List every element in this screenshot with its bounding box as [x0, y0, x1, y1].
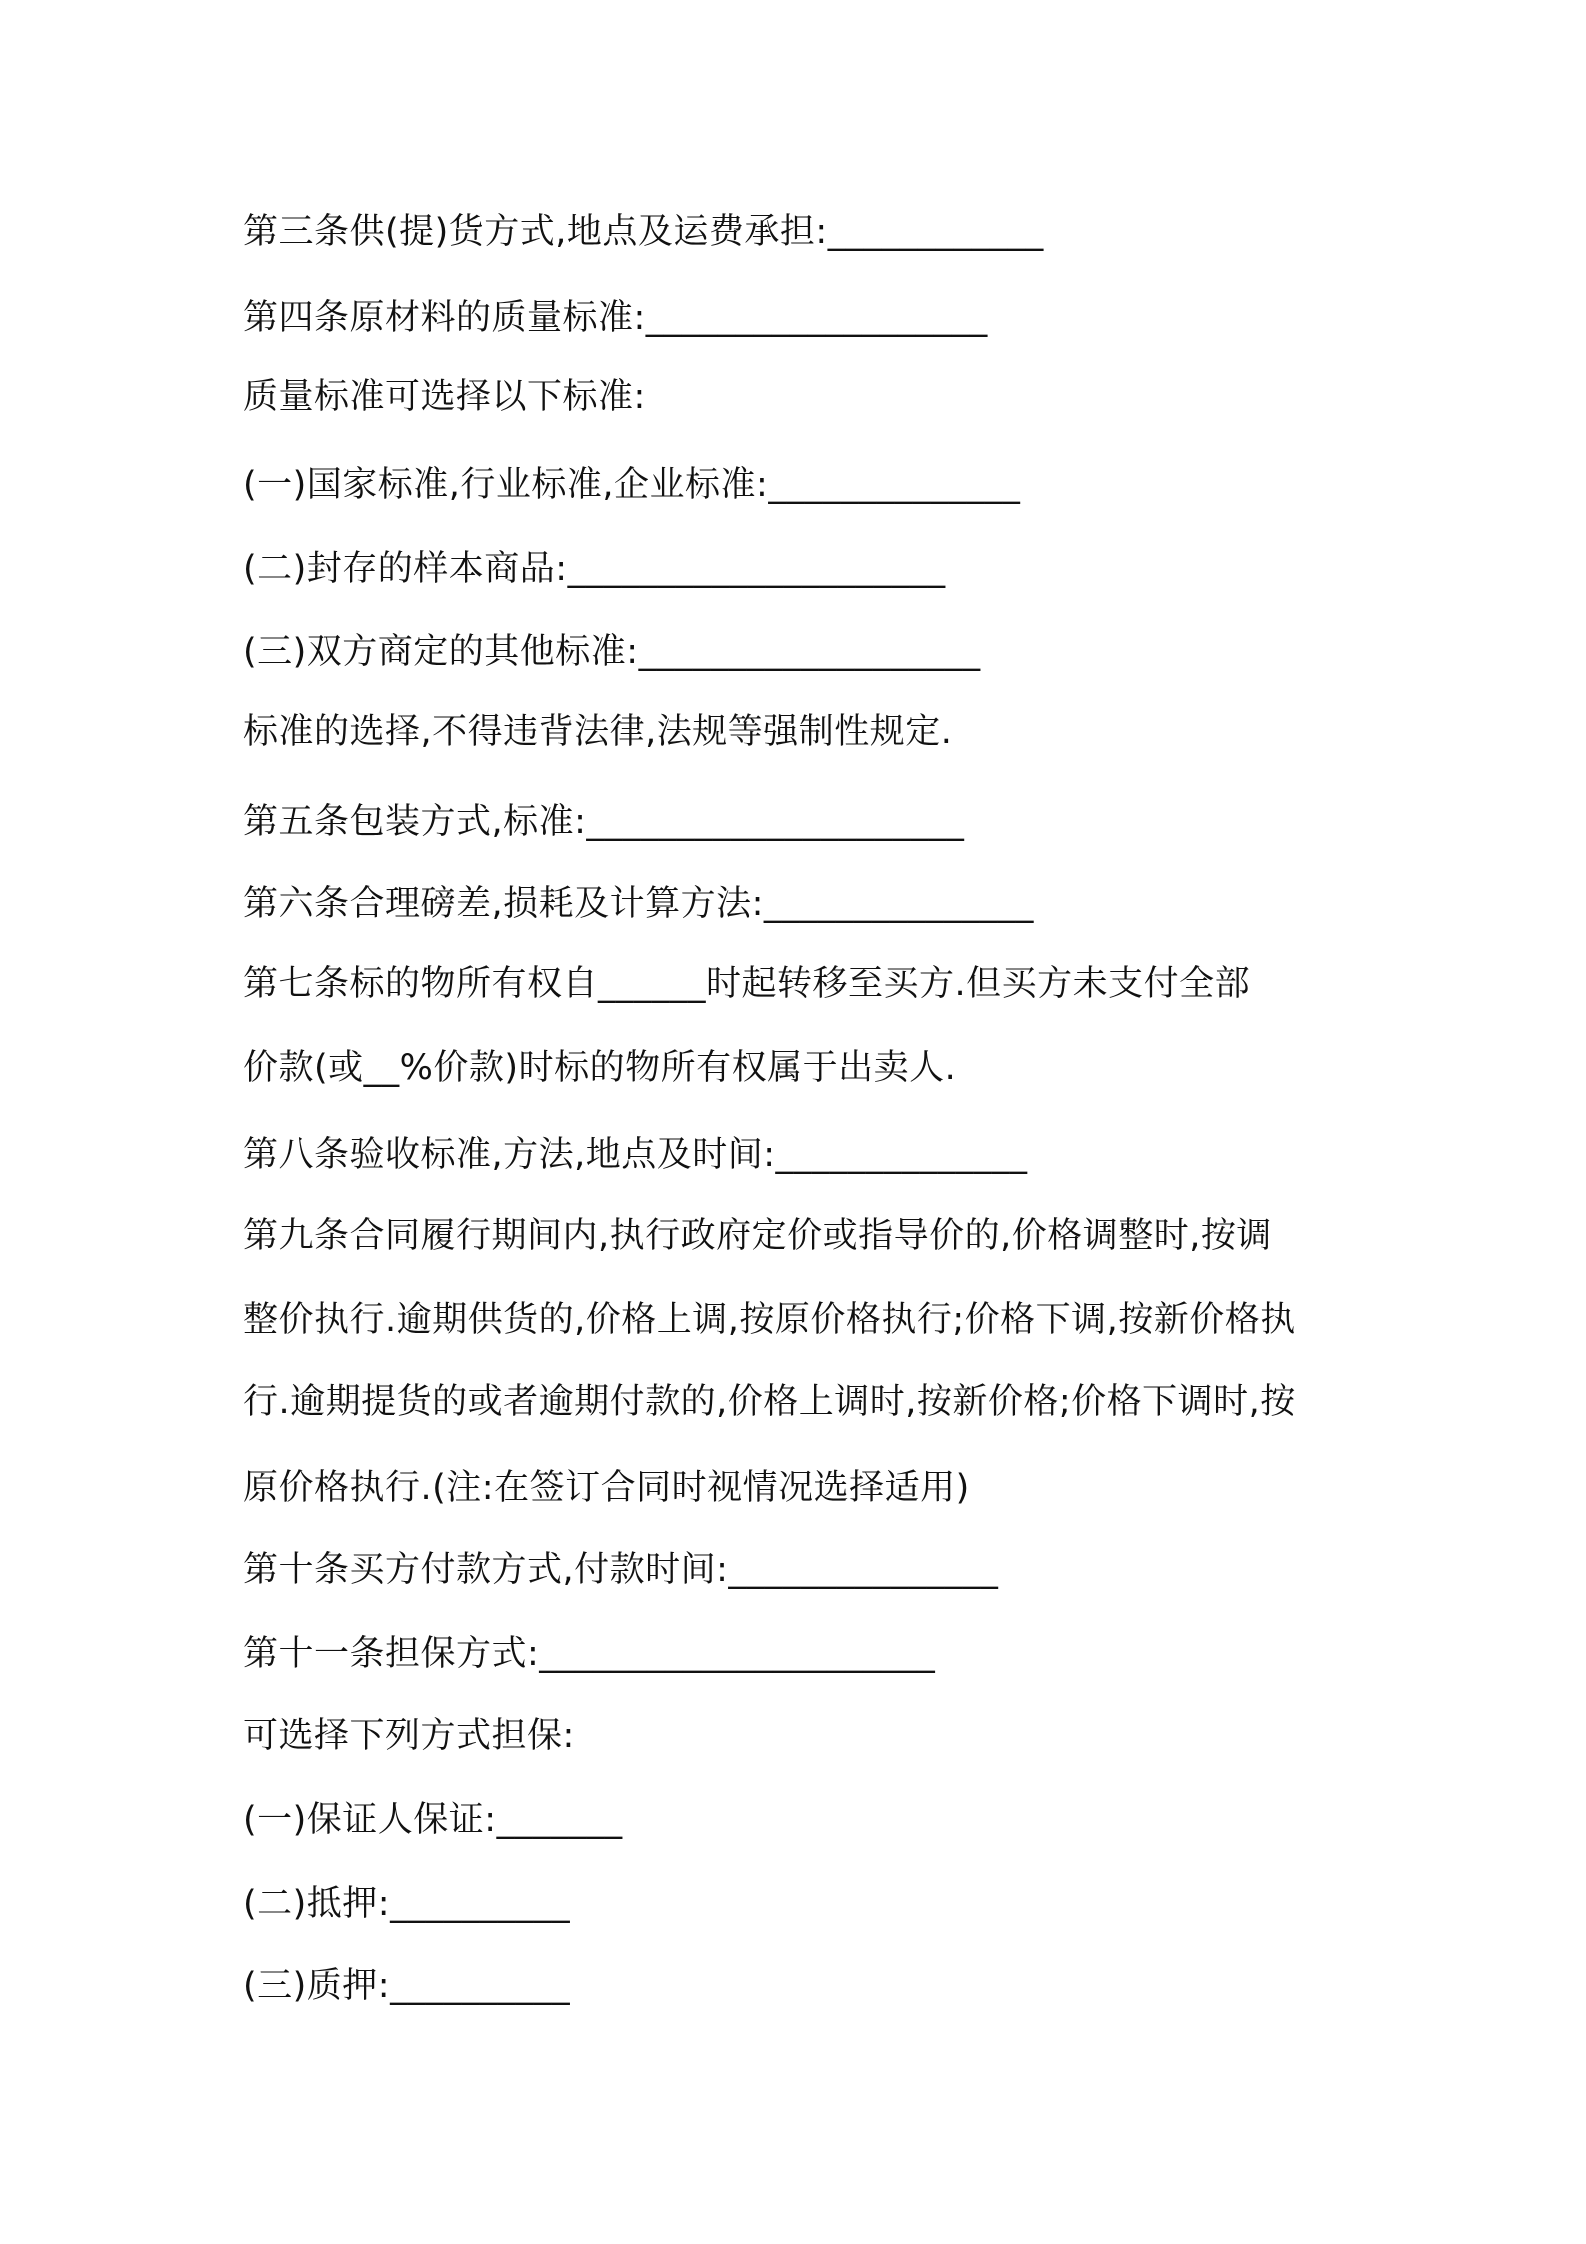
article-9-pricing-line-3: 行.逾期提货的或者逾期付款的,价格上调时,按新价格;价格下调时,按 [243, 1382, 1296, 1422]
guarantee-option-1: (一)保证人保证:_______ [243, 1800, 623, 1840]
article-4-quality-standard: 第四条原材料的质量标准:___________________ [243, 298, 988, 338]
guarantee-option-3: (三)质押:__________ [243, 1966, 571, 2006]
article-6-weight-tolerance: 第六条合理磅差,损耗及计算方法:_______________ [243, 884, 1034, 924]
article-9-pricing-line-1: 第九条合同履行期间内,执行政府定价或指导价的,价格调整时,按调 [243, 1216, 1272, 1256]
quality-options-intro: 质量标准可选择以下标准: [243, 377, 646, 417]
quality-option-1: (一)国家标准,行业标准,企业标准:______________ [243, 465, 1021, 505]
article-11-guarantee: 第十一条担保方式:______________________ [243, 1634, 936, 1674]
article-8-acceptance: 第八条验收标准,方法,地点及时间:______________ [243, 1135, 1028, 1175]
article-9-pricing-line-4: 原价格执行.(注:在签订合同时视情况选择适用) [243, 1468, 970, 1508]
standard-note: 标准的选择,不得违背法律,法规等强制性规定. [243, 712, 953, 752]
article-7-ownership-line-1: 第七条标的物所有权自______时起转移至买方.但买方未支付全部 [243, 964, 1251, 1004]
article-9-pricing-line-2: 整价执行.逾期供货的,价格上调,按原价格执行;价格下调,按新价格执 [243, 1300, 1296, 1340]
guarantee-option-2: (二)抵押:__________ [243, 1884, 571, 1924]
article-10-payment: 第十条买方付款方式,付款时间:_______________ [243, 1550, 999, 1590]
quality-option-2: (二)封存的样本商品:_____________________ [243, 549, 946, 589]
quality-option-3: (三)双方商定的其他标准:___________________ [243, 632, 981, 672]
article-7-ownership-line-2: 价款(或__%价款)时标的物所有权属于出卖人. [243, 1048, 957, 1088]
article-3-delivery: 第三条供(提)货方式,地点及运费承担:____________ [243, 212, 1044, 252]
guarantee-options-intro: 可选择下列方式担保: [243, 1716, 575, 1756]
article-5-packaging: 第五条包装方式,标准:_____________________ [243, 802, 965, 842]
